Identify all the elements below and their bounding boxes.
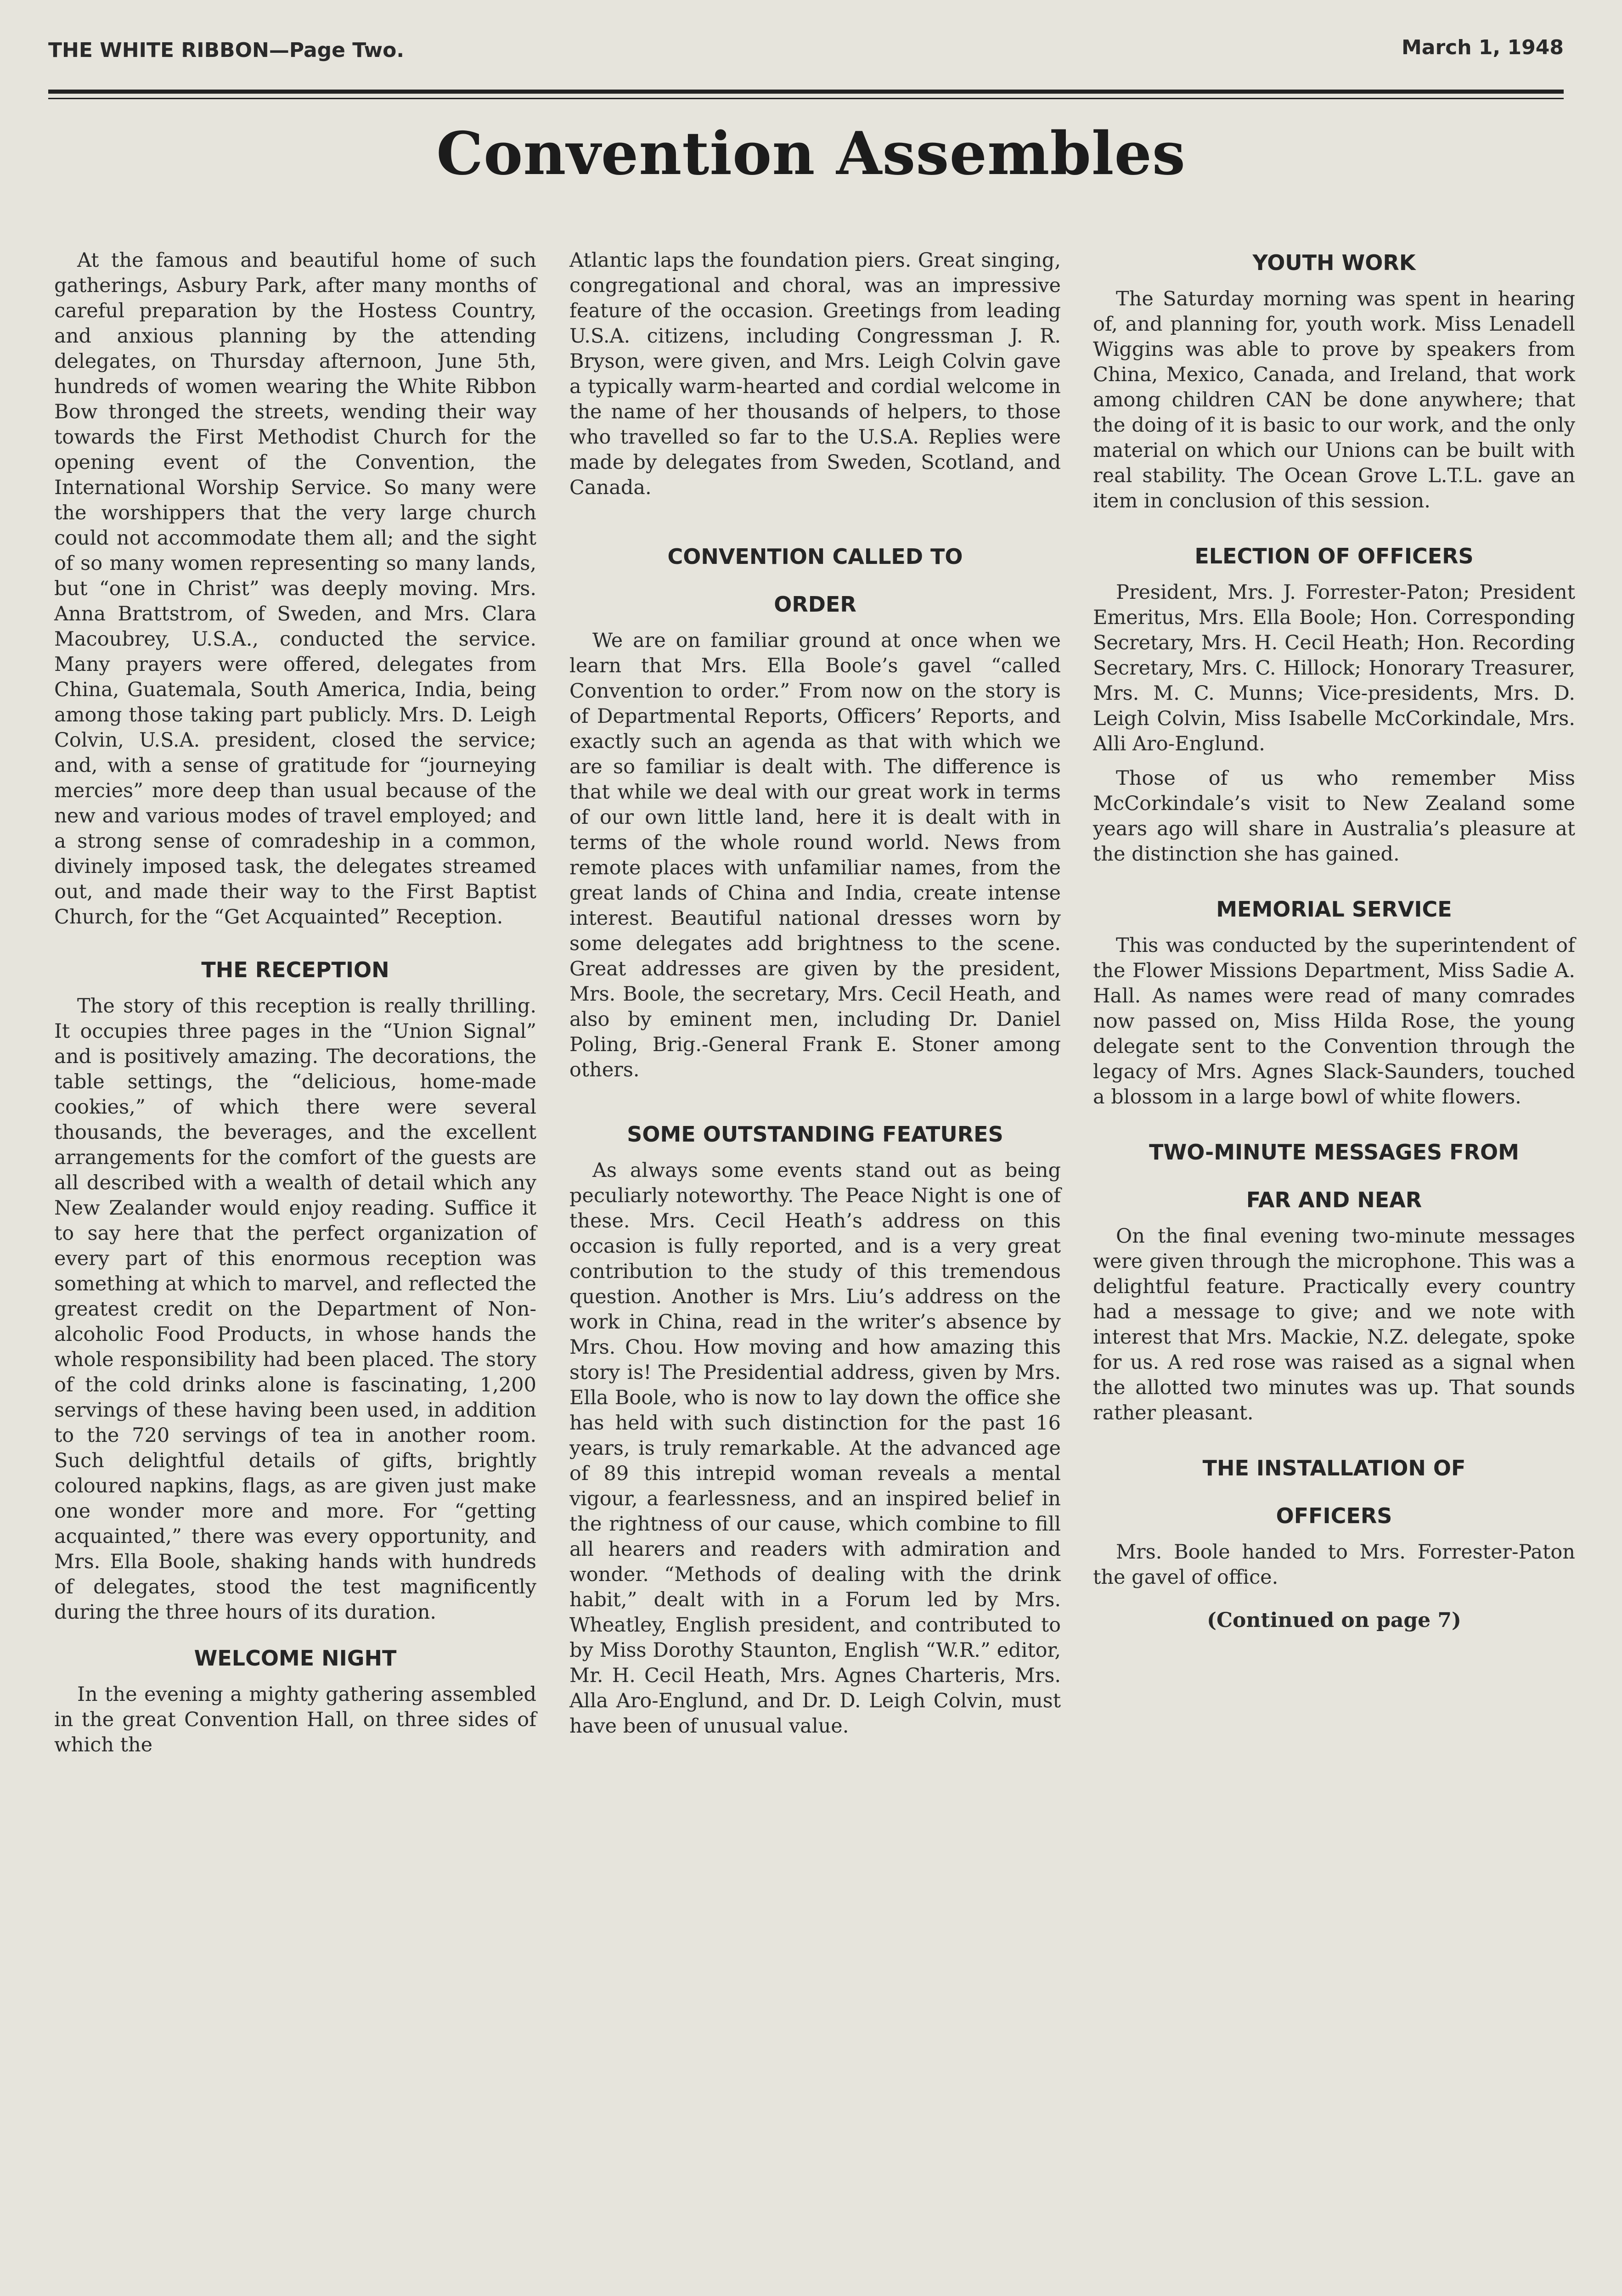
election-paragraph-2: Those of us who remember Miss McCorkindale’s visit to New Zealand some years ago will share in Australia’s pleasure at the distinction she has gained. — [1093, 767, 1575, 866]
messages-paragraph: On the final evening two-minute messages were given through the microphone. This was a delightful feature. Practically every country had a message to give; and we note with interest that Mrs. Mackie, N.Z. delegate, spoke for us. A red rose was raised as a signal when the allotted two minutes was up. That sounds rather pleasant. — [1093, 1225, 1575, 1424]
election-paragraph: President, Mrs. J. Forrester-Paton; President Emeritus, Mrs. Ella Boole; Hon. Corresponding Secretary, Mrs. H. Cecil Heath; Hon. Recording Secretary, Mrs. C. Hillock; Honorary Treasurer, Mrs. M. C. Munns; Vice-presidents, Mrs. D. Leigh Colvin, Miss Isabelle McCorkindale, Mrs. Alli Aro-Englund. — [1093, 581, 1575, 755]
messages-heading-line-2: FAR AND NEAR — [1246, 1187, 1422, 1212]
order-heading-line-1: CONVENTION CALLED TO — [667, 544, 963, 569]
youth-paragraph: The Saturday morning was spent in hearing of, and planning for, youth work. Miss Lenadell Wiggins was able to prove by speakers from China, Mexico, Canada, and Ireland, that work among children CAN be done anywhere; that the doing of it is basic to our work, and the only material on which our Unions can be built with real stability. The Ocean Grove L.T.L. gave an item in conclusion of this session. — [1093, 287, 1575, 512]
header-publication: THE WHITE RIBBON—Page Two. — [48, 39, 405, 62]
election-heading: ELECTION OF OFFICERS — [1194, 544, 1474, 568]
header-rule-thin — [48, 98, 1564, 99]
reception-heading: THE RECEPTION — [201, 957, 389, 982]
header-rule-thick — [48, 90, 1564, 94]
memorial-paragraph: This was conducted by the superintendent of the Flower Missions Department, Miss Sadie A. Hall. As names were read of many comrades now passed on, Miss Hilda Rose, the young delegate sent to the Convention through the legacy of Mrs. Agnes Slack-Saunders, touched a blossom in a large bowl of white flowers. — [1093, 934, 1575, 1109]
welcome-paragraph: In the evening a mighty gathering assembled in the great Convention Hall, on three sides of which the — [54, 1683, 536, 1756]
column-1 — [54, 248, 536, 1767]
installation-paragraph: Mrs. Boole handed to Mrs. Forrester-Paton the gavel of office. — [1093, 1541, 1575, 1589]
intro-paragraph: At the famous and beautiful home of such gatherings, Asbury Park, after many months of careful preparation by the Hostess Country, and anxious planning by the attending delegates, on Thursday afternoon, June 5th, hundreds of women wearing the White Ribbon Bow thronged the streets, wending their way towards the First Methodist Church for the opening event of the Convention, the International Worship Service. So many were the worshippers that the very large church could not accommodate them all; and the sight of so many women representing so many lands, but “one in Christ” was deeply moving. Mrs. Anna Brattstrom, of Sweden, and Mrs. Clara Macoubrey, U.S.A., conducted the service. Many prayers were offered, delegates from China, Guatemala, South America, India, being among those taking part publicly. Mrs. D. Leigh Colvin, U.S.A. president, closed the service; and, with a sense of gratitude for “journeying mercies” more deep than usual because of the new and various modes of travel employed; and a strong sense of comradeship in a common, divinely imposed task, the delegates streamed out, and made their way to the First Baptist Church, for the “Get Acquainted” Reception. — [54, 249, 536, 929]
installation-heading-line-1: THE INSTALLATION OF — [1202, 1456, 1466, 1480]
reception-paragraph: The story of this reception is really thrilling. It occupies three pages in the “Union Signal” and is positively amazing. The decorations, the table settings, the “delicious, home-made cookies,” of which there were several thousands, the beverages, and the excellent arrangements for the comfort of the guests are all described with a wealth of detail which any New Zealander would enjoy reading. Suffice it to say here that the perfect organization of every part of this enormous reception was something at which to marvel, and reflected the greatest credit on the Department of Non-alcoholic Food Products, in whose hands the whole responsibility had been placed. The story of the cold drinks alone is fascinating, 1,200 servings of these having been used, in addition to the 720 servings of tea in another room. Such delightful details of gifts, brightly coloured napkins, flags, as are given just make one wonder more and more. For “getting acquainted,” there was every opportunity, and Mrs. Ella Boole, shaking hands with hundreds of delegates, stood the test magnificently during the three hours of its duration. — [54, 995, 536, 1624]
features-paragraph: As always some events stand out as being peculiarly noteworthy. The Peace Night is one of these. Mrs. Cecil Heath’s address on this occasion is fully reported, and is a very great contribution to the study of this tremendous question. Another is Mrs. Liu’s address on the work in China, read in the writer’s absence by Mrs. Chou. How moving and how amazing this story is! The Presidential address, given by Mrs. Ella Boole, who is now to lay down the office she has held with such distinction for the past 16 years, is truly remarkable. At the advanced age of 89 this intrepid woman reveals a mental vigour, a fearlessness, and an inspired belief in the rightness of our cause, which combine to fill all hearers and readers with admiration and wonder. “Methods of dealing with the drink habit,” dealt with in a Forum led by Mrs. Wheatley, English president, and contributed to by Miss Dorothy Staunton, English “W.R.” editor, Mr. H. Cecil Heath, Mrs. Agnes Charteris, Mrs. Alla Aro-Englund, and Dr. D. Leigh Colvin, must have been of unusual value. — [569, 1159, 1061, 1738]
installation-heading-line-2: OFFICERS — [1276, 1503, 1392, 1528]
continued-note: (Continued on page 7) — [1207, 1609, 1461, 1632]
order-heading-line-2: ORDER — [774, 592, 856, 617]
article-title: Convention Assembles — [436, 119, 1186, 188]
features-heading: SOME OUTSTANDING FEATURES — [627, 1122, 1003, 1147]
column-2 — [569, 248, 1061, 1748]
order-paragraph: We are on familiar ground at once when we learn that Mrs. Ella Boole’s gavel “called Convention to order.” From now on the story is of Departmental Reports, Officers’ Reports, and exactly such an agenda as that with which we are so familiar is dealt with. The difference is that while we deal with our great work in terms of our own little land, here it is dealt with in terms of the whole round world. News from remote places with unfamiliar names, from the great lands of China and India, create intense interest. Beautiful national dresses worn by some delegates add brightness to the scene. Great addresses are given by the president, Mrs. Boole, the secretary, Mrs. Cecil Heath, and also by eminent men, including Dr. Daniel Poling, Brig.-General Frank E. Stoner among others. — [569, 629, 1061, 1081]
memorial-heading: MEMORIAL SERVICE — [1216, 897, 1452, 922]
header-date: March 1, 1948 — [1401, 36, 1564, 59]
welcome-continued-paragraph: Atlantic laps the foundation piers. Great singing, congregational and choral, was an impressive feature of the occasion. Greetings from leading U.S.A. citizens, including Congressman J. R. Bryson, were given, and Mrs. Leigh Colvin gave a typically warm-hearted and cordial welcome in the name of her thousands of helpers, to those who travelled so far to the U.S.A. Replies were made by delegates from Sweden, Scotland, and Canada. — [569, 249, 1061, 499]
column-3 — [1093, 248, 1575, 1632]
page-header — [48, 32, 1564, 78]
youth-heading: YOUTH WORK — [1252, 250, 1416, 275]
messages-heading-line-1: TWO-MINUTE MESSAGES FROM — [1149, 1140, 1519, 1165]
welcome-heading: WELCOME NIGHT — [194, 1646, 397, 1671]
